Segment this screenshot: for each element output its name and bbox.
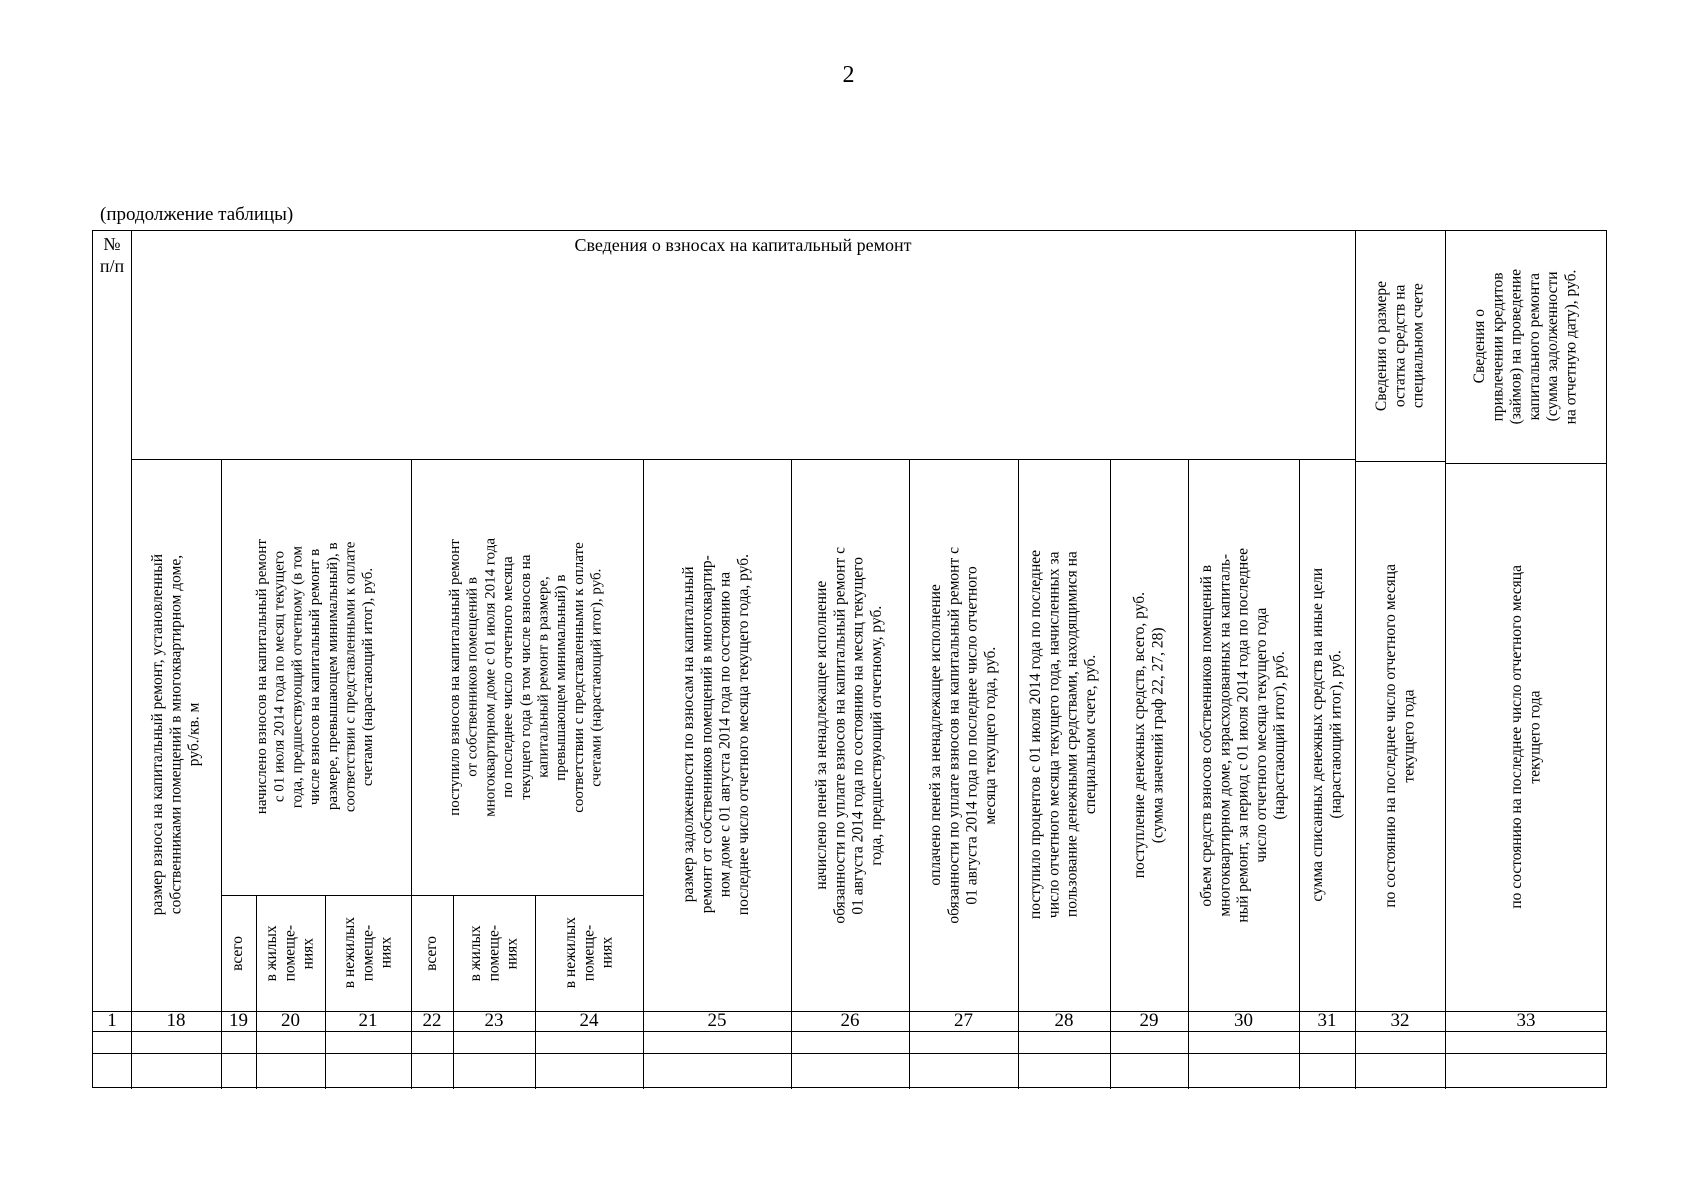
col-number-29: 29 xyxy=(1139,1010,1159,1031)
header-row-number: № п/п xyxy=(99,234,125,276)
col-number-33: 33 xyxy=(1516,1010,1536,1031)
table-caption: (продолжение таблицы) xyxy=(100,204,294,225)
col-21-header: в нежилых помеще- ниях xyxy=(340,917,395,989)
col-28-header: поступило процентов с 01 июля 2014 года по последнее число отчетного месяца текущего года, начисленных за пользование денежными средствами, находящимися на специальном счете, руб. xyxy=(1027,550,1100,920)
col-number-23: 23 xyxy=(484,1010,504,1031)
col-number-26: 26 xyxy=(840,1010,860,1031)
col-31-header: сумма списанных денежных средств на иные цели (нарастающий итог), руб. xyxy=(1308,568,1344,902)
col-number-22: 22 xyxy=(422,1010,442,1031)
header-remainder-group: Сведения о размере остатка средств на специальном счете xyxy=(1372,280,1427,412)
table-row xyxy=(93,1053,1607,1087)
col-number-24: 24 xyxy=(579,1010,599,1031)
col-19-21-header: начислено взносов на капитальный ремонт с 01 июля 2014 года по месяц текущего года, предшествующий отчетному (в том числе взносов на капитальный ремонт в размере, превышающем минимальный), в соответствии с представленными к оплате счетами (нарастающий итог), руб. xyxy=(254,539,377,815)
col-22-24-header: поступило взносов на капитальный ремонт от собственников помещений в многоквартирном доме с 01 июля 2014 года по последнее число отчетного месяца текущего года (в том числе взносов на капитальный ремонт в размере, превышающем минимальный) в соответствии с представленными к оплате счетами (нарастающий итог), руб. xyxy=(447,537,605,817)
col-24-header: в нежилых помеще- ниях xyxy=(561,917,616,989)
col-number-27: 27 xyxy=(954,1010,973,1031)
col-number-31: 31 xyxy=(1317,1010,1337,1031)
header-contributions-group: Сведения о взносах на капитальный ремонт xyxy=(574,235,912,256)
col-18-header: размер взноса на капитальный ремонт, установленный собственниками помещений в многоквартирном доме, руб./кв. м xyxy=(148,554,203,916)
col-23-header: в жилых помеще- ниях xyxy=(466,924,521,982)
col-number-30: 30 xyxy=(1234,1010,1253,1031)
col-number-28: 28 xyxy=(1054,1010,1074,1031)
col-27-header: оплачено пеней за ненадлежащее исполнение обязанности по уплате взносов на капитальный ремонт с 01 августа 2014 года по последнее число отчетного месяца текущего года, руб. xyxy=(926,546,999,924)
page-number: 2 xyxy=(842,62,855,88)
col-number-19: 19 xyxy=(229,1010,248,1031)
col-19-header: всего xyxy=(229,935,247,971)
col-number-20: 20 xyxy=(281,1010,300,1031)
col-29-header: поступление денежных средств, всего, руб. (сумма значений граф 22, 27, 28) xyxy=(1130,591,1166,879)
col-number-18: 18 xyxy=(166,1010,186,1031)
col-number-1: 1 xyxy=(107,1010,117,1031)
col-32-header: по состоянию на последнее число отчетного месяца текущего года xyxy=(1381,564,1417,908)
col-33-header: по состоянию на последнее число отчетного месяца текущего года xyxy=(1507,565,1543,909)
col-number-21: 21 xyxy=(358,1010,378,1031)
table-row xyxy=(93,1031,1607,1053)
col-20-header: в жилых помеще- ниях xyxy=(263,924,317,982)
col-number-25: 25 xyxy=(707,1010,727,1031)
col-25-header: размер задолженности по взносам на капитальный ремонт от собственников помещений в многоквартир- ном доме с 01 августа 2014 года по состоянию на последнее число отчетного месяца текущего года, руб. xyxy=(680,554,753,916)
col-22-header: всего xyxy=(422,935,440,971)
col-number-32: 32 xyxy=(1390,1010,1410,1031)
header-loans-group: Сведения о привлечении кредитов (займов) на проведение капитального ремонта (сумма задолженности на отчетную дату), руб. xyxy=(1471,269,1580,425)
col-26-header: начислено пеней за ненадлежащее исполнение обязанности по уплате взносов на капитальный ремонт с 01 августа 2014 года по состоянию на месяц текущего года, предшествующий отчетному, руб. xyxy=(813,546,886,924)
col-30-header: объем средств взносов собственников помещений в многоквартирном доме, израсходованных на капиталь- ный ремонт, за период с 01 июля 2014 года по последнее число отчетного месяца текущего года (нарастающий итог), руб. xyxy=(1197,547,1288,923)
contributions-table xyxy=(92,230,1607,1088)
